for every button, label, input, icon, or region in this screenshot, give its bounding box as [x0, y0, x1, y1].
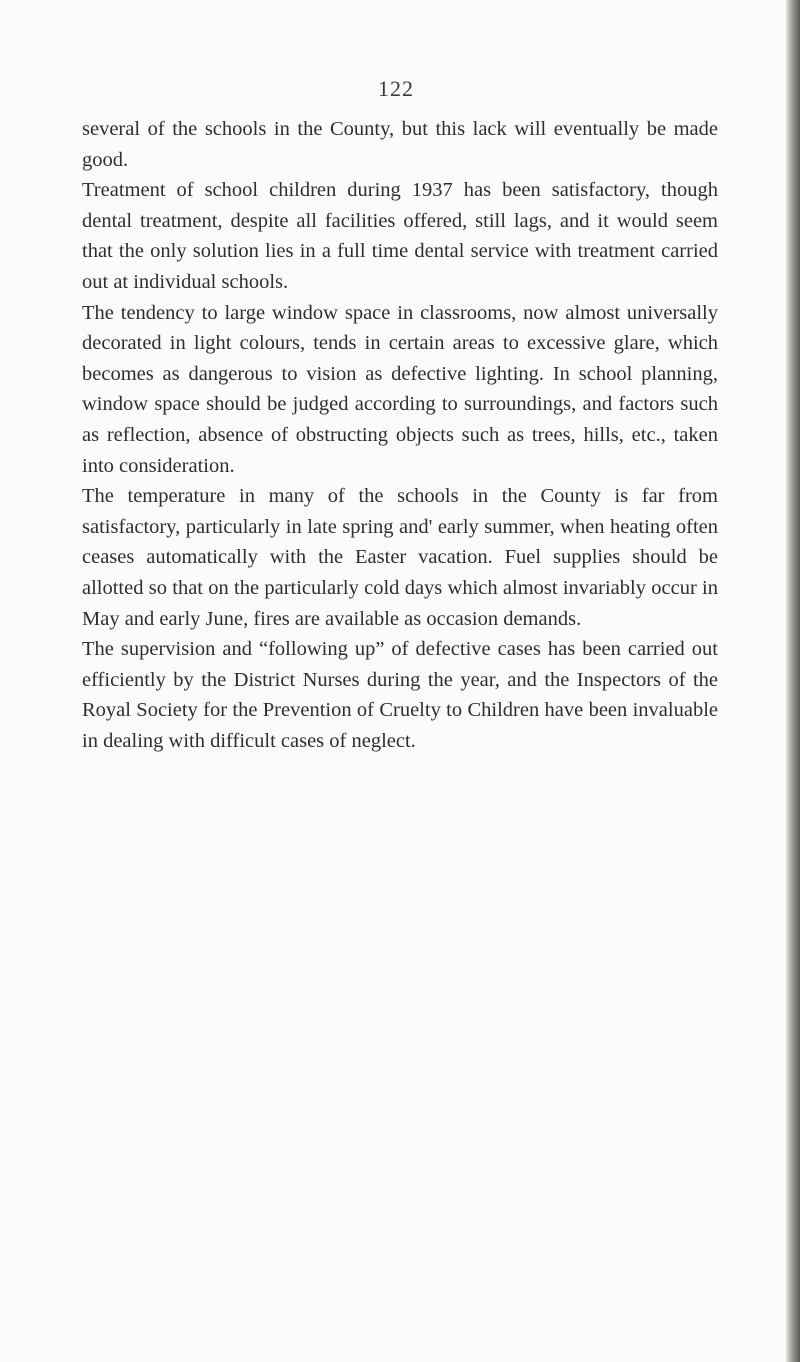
paragraph-3: The tendency to large window space in classrooms, now almost universally decorated in light colours, tends in certain areas to excessive glare, which becomes as dangerous to vision as defective lighting. In school planning, window space should be judged according to surroundings, and factors such as reflection, absence of obstructing objects such as trees, hills, etc., taken into consideration.: [82, 301, 718, 477]
paragraph-1: several of the schools in the County, but this lack will eventually be made good.: [82, 118, 718, 171]
body-text: [82, 114, 718, 756]
paragraph-4: The temperature in many of the schools in the County is far from satisfactory, particularly in late spring and' early summer, when heating often ceases automatically with the Easter vacation. Fuel supplies should be allotted so that on the particularly cold days which almost invariably occur in May and early June, fires are available as occasion demands.: [82, 485, 718, 630]
paragraph-2: Treatment of school children during 1937 has been satisfactory, though dental treatment, despite all facilities offered, still lags, and it would seem that the only solution lies in a full time dental service with treatment carried out at individual schools.: [82, 179, 718, 293]
page-edge-shadow: [786, 0, 800, 1362]
page-number: 122: [378, 76, 414, 101]
paragraph-5: The supervision and “following up” of defective cases has been carried out efficiently by the District Nurses during the year, and the Inspectors of the Royal Society for the Prevention of Cruelty to Children have been invaluable in dealing with difficult cases of neglect.: [82, 638, 718, 752]
